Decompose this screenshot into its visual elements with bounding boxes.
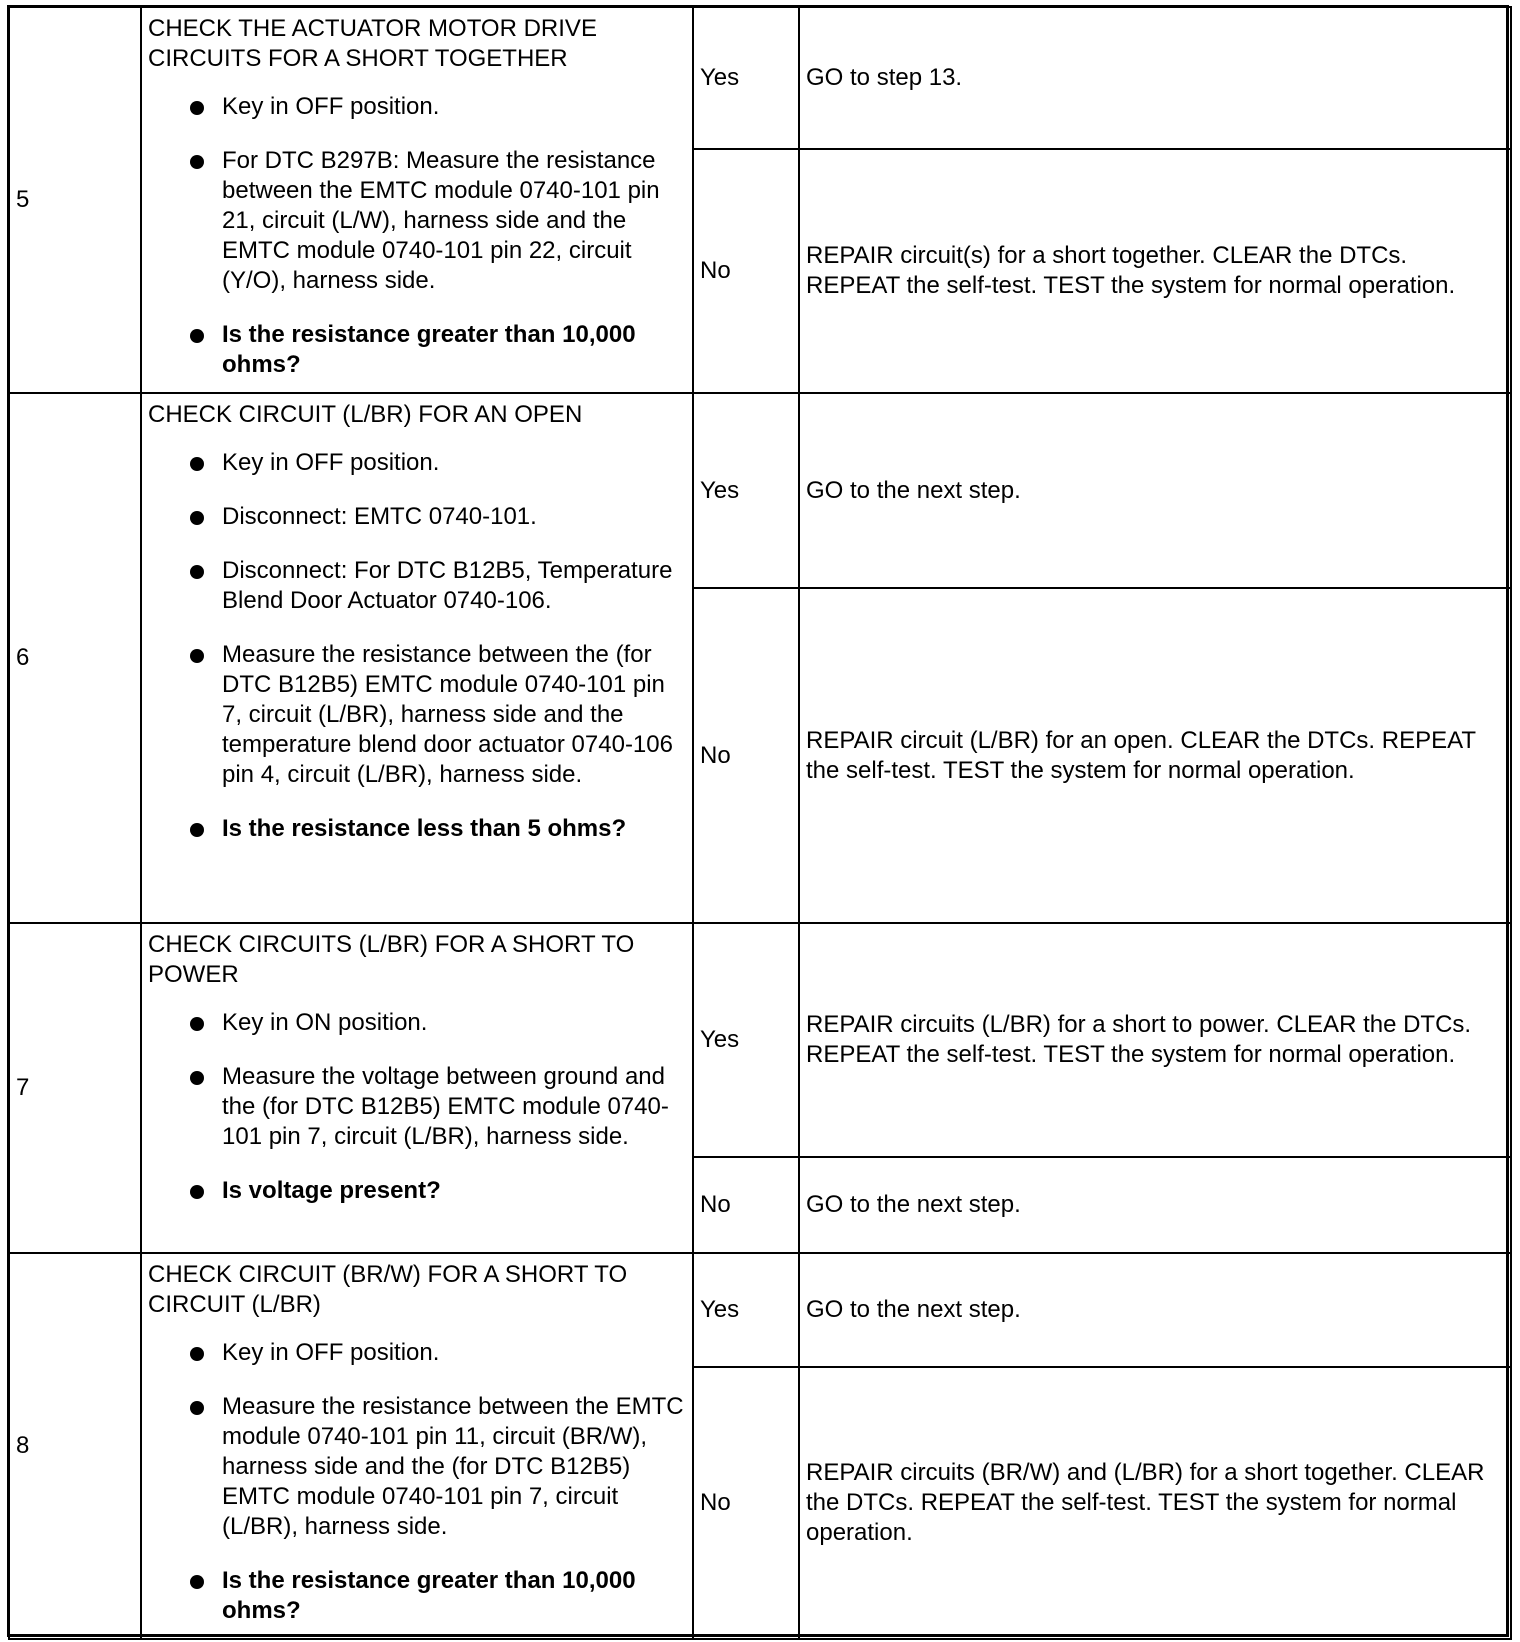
step-title: CHECK CIRCUIT (BR/W) FOR A SHORT TO CIRCUIT (L/BR) — [148, 1261, 628, 1318]
step-bullets — [148, 92, 686, 380]
step-action — [141, 393, 693, 923]
answer-yes: Yes — [693, 1253, 799, 1367]
step-bullets — [148, 448, 686, 844]
bullet-item: Key in OFF position. — [222, 92, 686, 122]
bullet-question: Is voltage present? — [222, 1176, 686, 1206]
step-number: 7 — [9, 923, 141, 1253]
answer-yes: Yes — [693, 7, 799, 149]
step-action — [141, 7, 693, 393]
result-yes: GO to the next step. — [799, 393, 1511, 588]
answer-yes: Yes — [693, 923, 799, 1157]
step-number: 8 — [9, 1253, 141, 1639]
step-5-yes-row — [9, 7, 1511, 149]
result-yes: REPAIR circuits (L/BR) for a short to power. CLEAR the DTCs. REPEAT the self-test. TEST the system for normal operation. — [799, 923, 1511, 1157]
bullet-item: Key in OFF position. — [222, 448, 686, 478]
diagnostic-steps-table — [8, 6, 1512, 1640]
step-bullets — [148, 1008, 686, 1206]
bullet-item: Measure the voltage between ground and the (for DTC B12B5) EMTC module 0740-101 pin 7, circuit (L/BR), harness side. — [222, 1062, 686, 1152]
answer-yes: Yes — [693, 393, 799, 588]
bullet-item: Disconnect: EMTC 0740-101. — [222, 502, 686, 532]
step-8-yes-row — [9, 1253, 1511, 1367]
step-6-yes-row — [9, 393, 1511, 588]
bullet-question: Is the resistance greater than 10,000 ohms? — [222, 1566, 686, 1626]
step-action — [141, 1253, 693, 1639]
answer-no: No — [693, 1157, 799, 1253]
bullet-item: Key in OFF position. — [222, 1338, 686, 1368]
result-yes: GO to step 13. — [799, 7, 1511, 149]
step-title: CHECK CIRCUIT (L/BR) FOR AN OPEN — [148, 401, 583, 428]
step-7-yes-row — [9, 923, 1511, 1157]
result-no: GO to the next step. — [799, 1157, 1511, 1253]
step-action — [141, 923, 693, 1253]
step-number: 5 — [9, 7, 141, 393]
bullet-question: Is the resistance less than 5 ohms? — [222, 814, 686, 844]
result-yes: GO to the next step. — [799, 1253, 1511, 1367]
bullet-question: Is the resistance greater than 10,000 ohms? — [222, 320, 686, 380]
answer-no: No — [693, 588, 799, 923]
step-bullets — [148, 1338, 686, 1626]
bullet-item: Measure the resistance between the EMTC module 0740-101 pin 11, circuit (BR/W), harness side and the (for DTC B12B5) EMTC module 0740-101 pin 7, circuit (L/BR), harness side. — [222, 1392, 686, 1542]
step-number: 6 — [9, 393, 141, 923]
step-title: CHECK CIRCUITS (L/BR) FOR A SHORT TO POWER — [148, 931, 635, 988]
bullet-item: Key in ON position. — [222, 1008, 686, 1038]
bullet-item: Disconnect: For DTC B12B5, Temperature Blend Door Actuator 0740-106. — [222, 556, 686, 616]
bullet-item: Measure the resistance between the (for DTC B12B5) EMTC module 0740-101 pin 7, circuit (L/BR), harness side and the temperature blend door actuator 0740-106 pin 4, circuit (L/BR), harness side. — [222, 640, 686, 790]
result-no: REPAIR circuit (L/BR) for an open. CLEAR the DTCs. REPEAT the self-test. TEST the system for normal operation. — [799, 588, 1511, 923]
answer-no: No — [693, 1367, 799, 1639]
answer-no: No — [693, 149, 799, 393]
result-no: REPAIR circuits (BR/W) and (L/BR) for a short together. CLEAR the DTCs. REPEAT the self-test. TEST the system for normal operation. — [799, 1367, 1511, 1639]
bullet-item: For DTC B297B: Measure the resistance between the EMTC module 0740-101 pin 21, circuit (L/W), harness side and the EMTC module 0740-101 pin 22, circuit (Y/O), harness side. — [222, 146, 686, 296]
step-title: CHECK THE ACTUATOR MOTOR DRIVE CIRCUITS FOR A SHORT TOGETHER — [148, 15, 597, 72]
result-no: REPAIR circuit(s) for a short together. CLEAR the DTCs. REPEAT the self-test. TEST the system for normal operation. — [799, 149, 1511, 393]
